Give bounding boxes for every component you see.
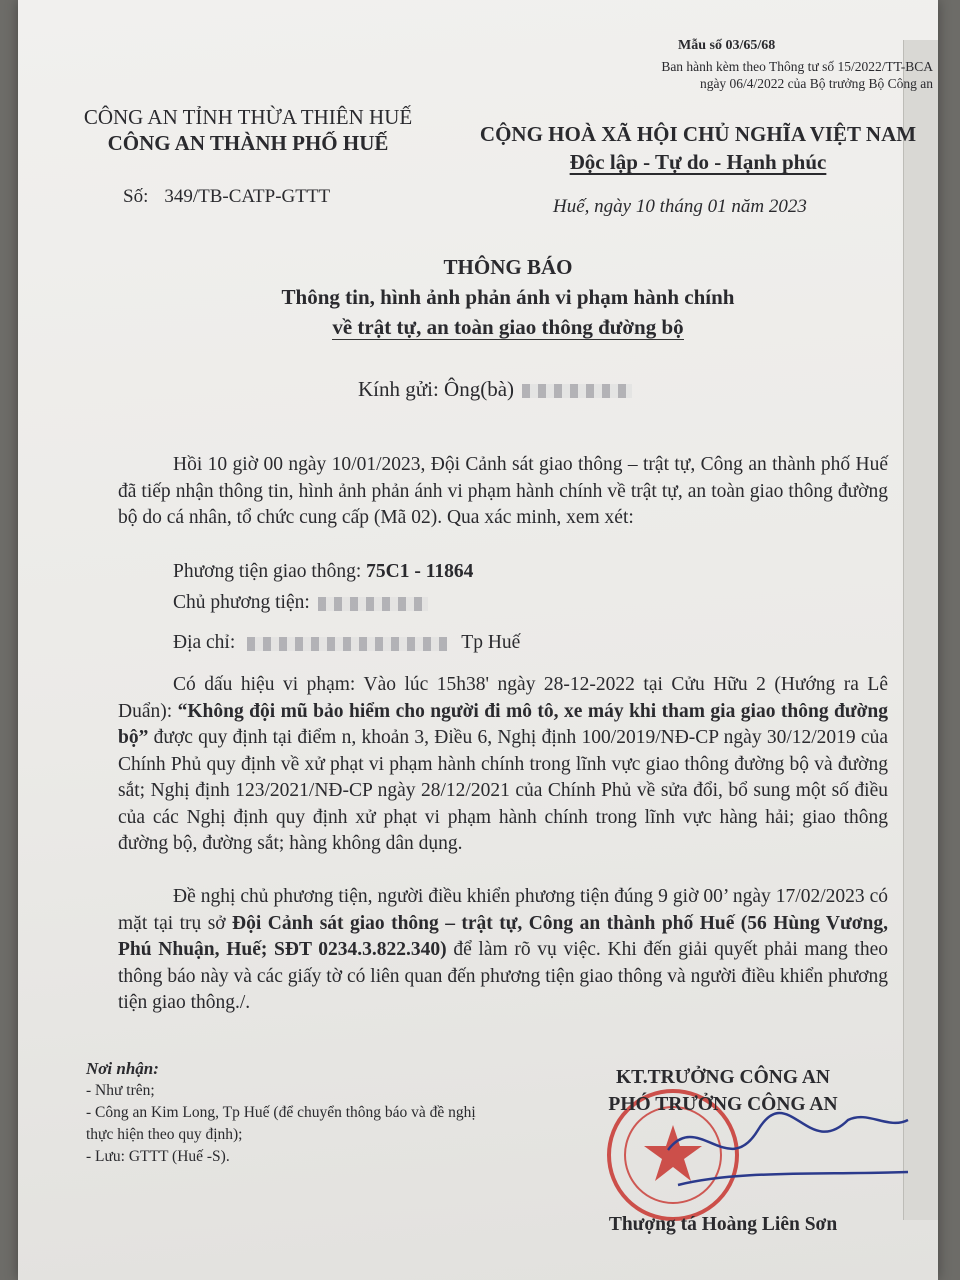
request-intro: Đề nghị chủ phương tiện, người điều khiển phương tiện đúng 9 giờ 00’ ngày 17/02/2023 có mặt tại trụ sở (118, 886, 888, 934)
redacted-name (522, 384, 632, 398)
nation-line1: CỘNG HOÀ XÃ HỘI CHỦ NGHĨA VIỆT NAM (479, 122, 917, 146)
recipient-item: - Như trên; (86, 1082, 155, 1099)
paragraph-violation (118, 672, 888, 858)
title-line3: về trật tự, an toàn giao thông đường bộ (332, 315, 684, 339)
document-sheet (18, 0, 938, 1280)
handwritten-signature (658, 1090, 918, 1200)
document-date: Huế, ngày 10 tháng 01 năm 2023 (553, 196, 807, 217)
paragraph-intro: Hồi 10 giờ 00 ngày 10/01/2023, Đội Cảnh sát giao thông – trật tự, Công an thành phố Huế đã tiếp nhận thông tin, hình ảnh phản ánh vi phạm hành chính về trật tự, an toàn giao thông đường bộ do cá nhân, tổ chức cung cấp (Mã 02). Qua xác minh, xem xét: (118, 454, 888, 528)
address-line (173, 632, 520, 654)
agency-line1: CÔNG AN TỈNH THỪA THIÊN HUẾ (83, 105, 413, 129)
agency-line2: CÔNG AN THÀNH PHỐ HUẾ (107, 131, 389, 155)
request-details: để làm rõ vụ việc. Khi đến giải quyết phải mang theo thông báo này và các giấy tờ có liên quan đến phương tiện giao thông và người điều khiển phương tiện giao thông./. (118, 939, 888, 1013)
recipients-block (86, 1058, 506, 1168)
number-label: Số: (123, 186, 149, 207)
form-issued-note (573, 58, 933, 92)
recipients-heading: Nơi nhận: (86, 1059, 159, 1078)
violation-legal-basis: được quy định tại điểm n, khoản 3, Điều 6, Nghị định 100/2019/NĐ-CP ngày 30/12/2019 của Chính Phủ quy định về xử phạt vi phạm hành chính trong lĩnh vực giao thông đường bộ và đường sắt; Nghị định 123/2021/NĐ-CP ngày 28/12/2021 của Chính Phủ về sửa đổi, bổ sung một số điều của các Nghị định quy định xử phạt vi phạm hành chính trong lĩnh vực hàng hải; giao thông đường bộ, đường sắt; hàng không dân dụng. (118, 727, 888, 854)
document-title (18, 252, 960, 342)
document-number (123, 186, 330, 208)
redacted-owner (318, 597, 428, 611)
underlying-page-edge (903, 40, 938, 1220)
nation-motto: Độc lập - Tự do - Hạnh phúc (569, 150, 827, 174)
vehicle-label: Phương tiện giao thông: (173, 561, 367, 582)
form-issued-line2: ngày 06/4/2022 của Bộ trưởng Bộ Công an (699, 76, 933, 91)
vehicle-plate: 75C1 - 11864 (366, 561, 474, 582)
signature-title1: KT.TRƯỞNG CÔNG AN (616, 1067, 830, 1088)
signer-name: Thượng tá Hoàng Liên Sơn (608, 1214, 838, 1235)
address-label: Địa chỉ: (173, 632, 236, 653)
signature-title2: PHÓ TRƯỞNG CÔNG AN (608, 1094, 838, 1115)
recipient-item: - Công an Kim Long, Tp Huế (để chuyển thông báo và đề nghị thực hiện theo quy định); (86, 1104, 476, 1143)
paragraph-request (118, 884, 888, 1017)
vehicle-line (173, 561, 473, 583)
recipient-line (358, 377, 632, 402)
owner-label: Chủ phương tiện: (173, 592, 310, 613)
address-city: Tp Huế (461, 632, 521, 653)
recipient-item: - Lưu: GTTT (Huế -S). (86, 1148, 230, 1165)
redacted-address (247, 637, 447, 651)
request-location: Đội Cảnh sát giao thông – trật tự, Công an thành phố Huế (56 Hùng Vương, Phú Nhuận, Huế; SĐT 0234.3.822.340) (118, 912, 888, 960)
owner-line (173, 592, 428, 614)
nation-header (448, 120, 948, 176)
title-line2: Thông tin, hình ảnh phản ánh vi phạm hành chính (281, 285, 735, 309)
number-value: 349/TB-CATP-GTTT (164, 186, 331, 207)
violation-intro: Có dấu hiệu vi phạm: Vào lúc 15h38' ngày 28-12-2022 tại Cửu Hữu 2 (Hướng ra Lê Duẩn): (118, 674, 888, 722)
agency-header (68, 104, 428, 156)
recipient-label: Kính gửi: Ông(bà) (358, 377, 515, 401)
title-line1: THÔNG BÁO (443, 255, 573, 279)
form-code: Mẫu số 03/65/68 (678, 38, 776, 53)
form-issued-line1: Ban hành kèm theo Thông tư số 15/2022/TT-BCA (661, 59, 933, 74)
violation-description: “Không đội mũ bảo hiểm cho người đi mô tô, xe máy khi tham gia giao thông đường bộ” (118, 700, 888, 748)
